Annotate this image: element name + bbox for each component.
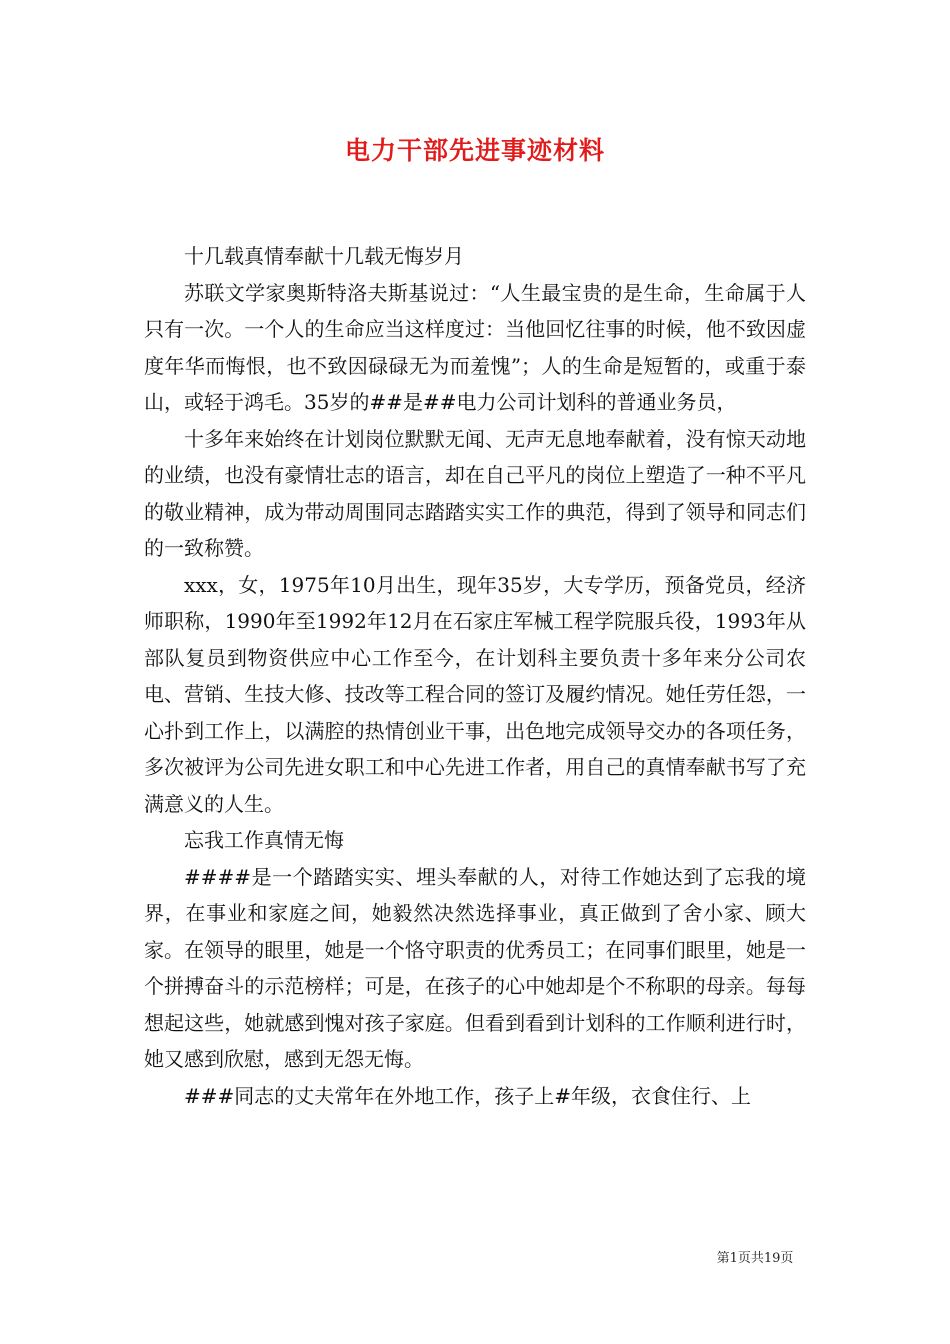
page-number-footer: 第1页共19页 [716, 1251, 794, 1266]
paragraph-selfless-work: ####是一个踏踏实实、埋头奉献的人，对待工作她达到了忘我的境界，在事业和家庭之间，她毅然决然选择事业，真正做到了舍小家、顾大家。在领导的眼里，她是一个恪守职责的优秀员工；在同事们眼里，她是一个拼搏奋斗的示范榜样；可是，在孩子的心中她却是个不称职的母亲。每每想起这些，她就感到愧对孩子家庭。但看到看到计划科的工作顺利进行时，她又感到欣慰，感到无怨无悔。 [144, 864, 806, 1071]
paragraph-dedication: 十多年来始终在计划岗位默默无闻、无声无息地奉献着，没有惊天动地的业绩，也没有豪情壮志的语言，却在自己平凡的岗位上塑造了一种不平凡的敬业精神，成为带动周围同志踏踏实实工作的典范，得到了领导和同志们的一致称赞。 [144, 426, 806, 560]
document-body [144, 238, 806, 1114]
paragraph-family: ###同志的丈夫常年在外地工作，孩子上#年级，衣食住行、上 [184, 1083, 752, 1108]
paragraph-quote: 苏联文学家奥斯特洛夫斯基说过：“人生最宝贵的是生命，生命属于人只有一次。一个人的生命应当这样度过：当他回忆往事的时候，他不致因虚度年华而悔恨，也不致因碌碌无为而羞愧”；人的生命是短暂的，或重于泰山，或轻于鸿毛。35岁的##是##电力公司计划科的普通业务员， [144, 280, 806, 414]
document-title: 电力干部先进事迹材料 [344, 136, 605, 165]
paragraph-subtitle-2: 忘我工作真情无悔 [184, 828, 344, 852]
paragraph-profile: xxx，女，1975年10月出生，现年35岁，大专学历，预备党员，经济师职称，1990年至1992年12月在石家庄军械工程学院服兵役，1993年从部队复员到物资供应中心工作至今，在计划科主要负责十多年来分公司农电、营销、生技大修、技改等工程合同的签订及履约情况。她任劳任怨，一心扑到工作上，以满腔的热情创业干事，出色地完成领导交办的各项任务，多次被评为公司先进女职工和中心先进工作者，用自己的真情奉献书写了充满意义的人生。 [144, 572, 806, 816]
paragraph-subtitle-1: 十几载真情奉献十几载无悔岁月 [184, 244, 464, 268]
